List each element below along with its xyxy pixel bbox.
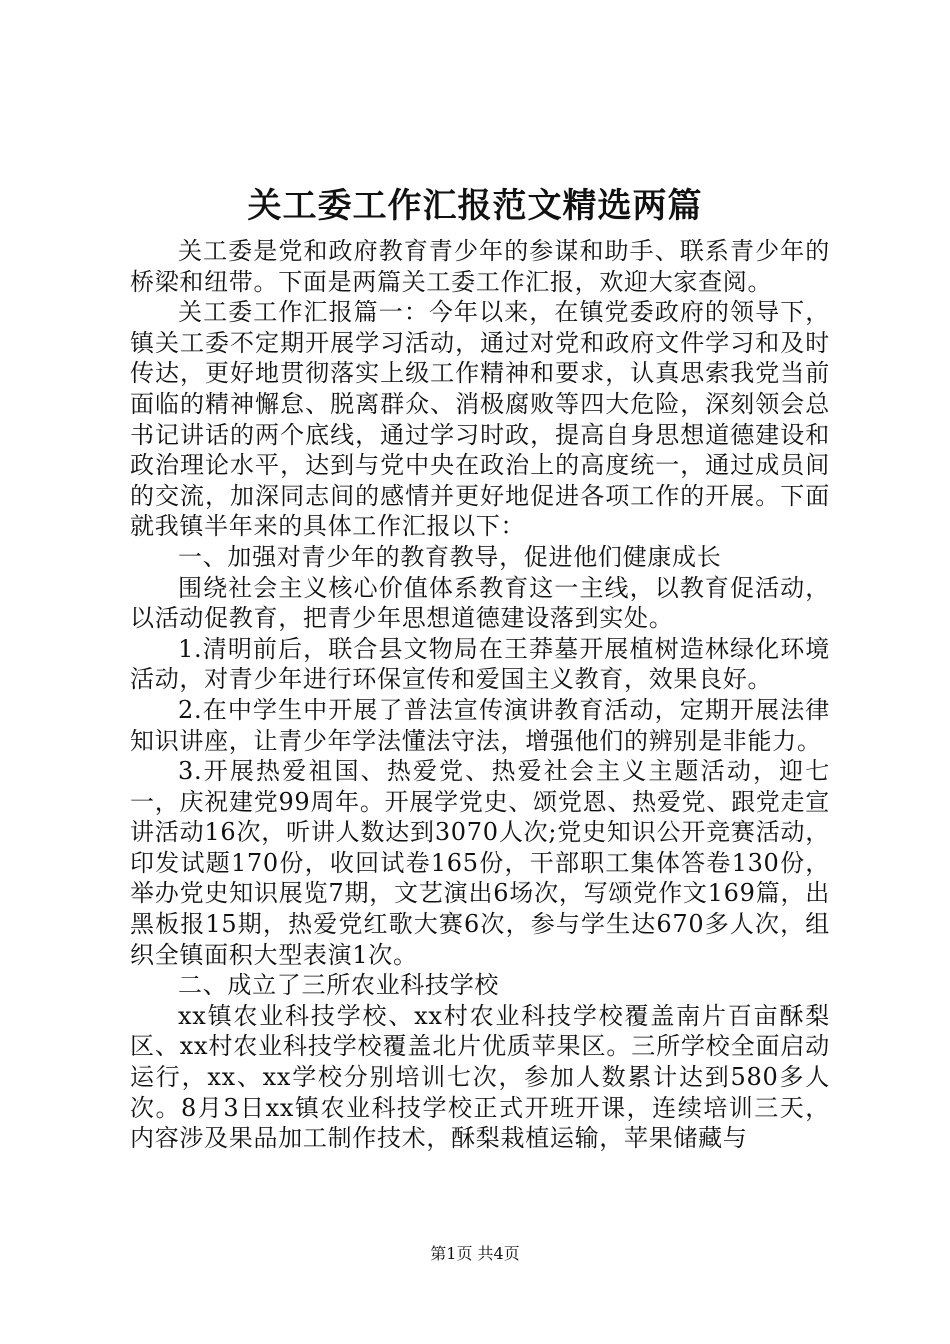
list-item-2: 2.在中学生中开展了普法宣传演讲教育活动，定期开展法律知识讲座，让青少年学法懂法守法，增强他们的辨别是非能力。: [130, 695, 830, 755]
paragraph-intro: 关工委是党和政府教育青少年的参谋和助手、联系青少年的桥梁和纽带。下面是两篇关工委工作汇报，欢迎大家查阅。: [130, 237, 830, 296]
paragraph-core-values: 围绕社会主义核心价值体系教育这一主线，以教育促活动，以活动促教育，把青少年思想道德建设落到实处。: [130, 573, 830, 633]
document-body: [130, 236, 830, 1154]
paragraph-report-one: 关工委工作汇报篇一：今年以来，在镇党委政府的领导下，镇关工委不定期开展学习活动，通过对党和政府文件学习和及时传达，更好地贯彻落实上级工作精神和要求，认真思索我党当前面临的精神懈怠、脱离群众、消极腐败等四大危险，深刻领会总书记讲话的两个底线，通过学习时政，提高自身思想道德建设和政治理论水平，达到与党中央在政治上的高度统一，通过成员间的交流，加深同志间的感情并更好地促进各项工作的开展。下面就我镇半年来的具体工作汇报以下：: [130, 298, 830, 541]
section-heading-two: 二、成立了三所农业科技学校: [178, 971, 500, 1000]
section-heading-one: 一、加强对青少年的教育教导，促进他们健康成长: [178, 542, 722, 571]
list-item-3: 3.开展热爱祖国、热爱党、热爱社会主义主题活动，迎七一，庆祝建党99周年。开展学党史、颂党恩、热爱党、跟党走宣讲活动16次，听讲人数达到3070人次;党史知识公开竞赛活动，印发试题170份，收回试卷165份，干部职工集体答卷130份，举办党史知识展览7期，文艺演出6场次，写颂党作文169篇，出黑板报15期，热爱党红歌大赛6次，参与学生达670多人次，组织全镇面积大型表演1次。: [130, 757, 830, 969]
document-title: 关工委工作汇报范文精选两篇: [247, 186, 703, 226]
page-number: 第1页 共4页: [430, 1244, 520, 1263]
paragraph-schools: xx镇农业科技学校、xx村农业科技学校覆盖南片百亩酥梨区、xx村农业科技学校覆盖北片优质苹果区。三所学校全面启动运行，xx、xx学校分别培训七次，参加人数累计达到580多人次。8月3日xx镇农业科技学校正式开班开课，连续培训三天，内容涉及果品加工制作技术，酥梨栽植运输，苹果储藏与: [130, 1001, 830, 1153]
list-item-1: 1.清明前后，联合县文物局在王莽墓开展植树造林绿化环境活动，对青少年进行环保宣传和爱国主义教育，效果良好。: [130, 634, 830, 694]
